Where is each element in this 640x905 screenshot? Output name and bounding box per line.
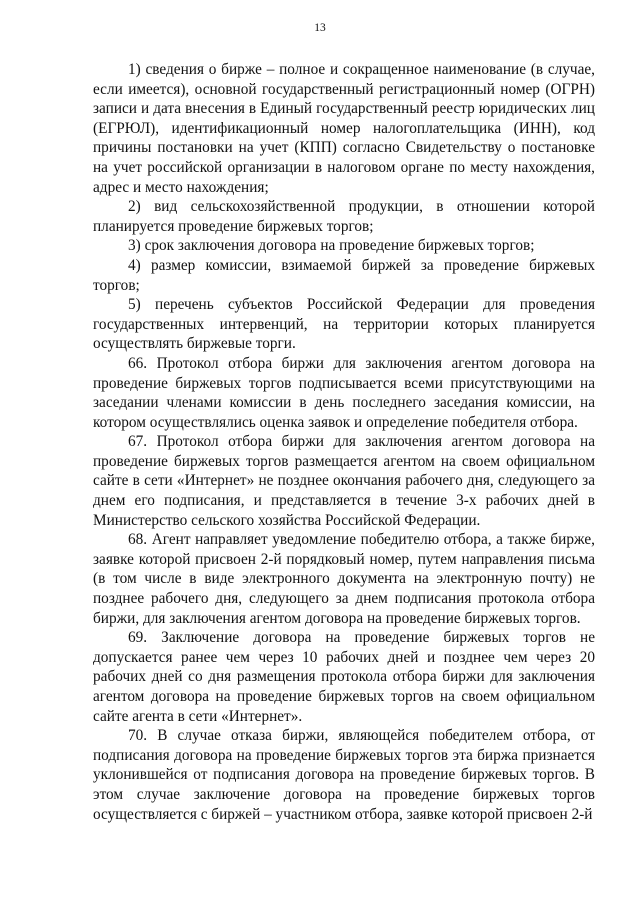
paragraph-70: 70. В случае отказа биржи, являющейся победителем отбора, от подписания договора на проведение биржевых торгов эта биржа признается уклонившейся от подписания договора на проведение биржевых торгов. В этом случае заключение договора на проведение биржевых торгов осуществляется с биржей – участником отбора, заявке которой присвоен 2-й: [93, 727, 595, 823]
page-number: 13: [314, 22, 326, 34]
paragraph-item-5: 5) перечень субъектов Российской Федерации для проведения государственных интервенций, на территории которых планируется осуществлять биржевые торги.: [93, 296, 595, 353]
document-body: [93, 60, 595, 824]
paragraph-item-2: 2) вид сельскохозяйственной продукции, в отношении которой планируется проведение биржевых торгов;: [93, 198, 595, 235]
paragraph-69: 69. Заключение договора на проведение биржевых торгов не допускается ранее чем через 10 рабочих дней и позднее чем через 20 рабочих дней со дня размещения протокола отбора биржи для заключения агентом договора на проведение биржевых торгов на своем официальном сайте агента в сети «Интернет».: [93, 629, 595, 725]
paragraph-item-1: 1) сведения о бирже – полное и сокращенное наименование (в случае, если имеется), основной государственный регистрационный номер (ОГРН) записи и дата внесения в Единый государственный реестр юридических лиц (ЕГРЮЛ), идентификационный номер налогоплательщика (ИНН), код причины постановки на учет (КПП) согласно Свидетельству о постановке на учет российской организации в налоговом органе по месту нахождения, адрес и место нахождения;: [93, 61, 595, 196]
paragraph-item-4: 4) размер комиссии, взимаемой биржей за проведение биржевых торгов;: [93, 256, 595, 294]
paragraph-67: 67. Протокол отбора биржи для заключения агентом договора на проведение биржевых торгов размещается агентом на своем официальном сайте в сети «Интернет» не позднее окончания рабочего дня, следующего за днем его подписания, и представляется в течение 3-х рабочих дней в Министерство сельского хозяйства Российской Федерации.: [93, 433, 595, 529]
paragraph-item-3: 3) срок заключения договора на проведение биржевых торгов;: [128, 237, 535, 255]
paragraph-66: 66. Протокол отбора биржи для заключения агентом договора на проведение биржевых торгов подписывается всеми присутствующими на заседании членами комиссии в день последнего заседания комиссии, на котором осуществлялись оценка заявок и определение победителя отбора.: [93, 354, 595, 431]
paragraph-68: 68. Агент направляет уведомление победителю отбора, а также бирже, заявке которой присвоен 2-й порядковый номер, путем направления письма (в том числе в виде электронного документа на электронную почту) не позднее рабочего дня, следующего за днем подписания протокола отбора биржи, для заключения агентом договора на проведение биржевых торгов.: [93, 531, 595, 627]
